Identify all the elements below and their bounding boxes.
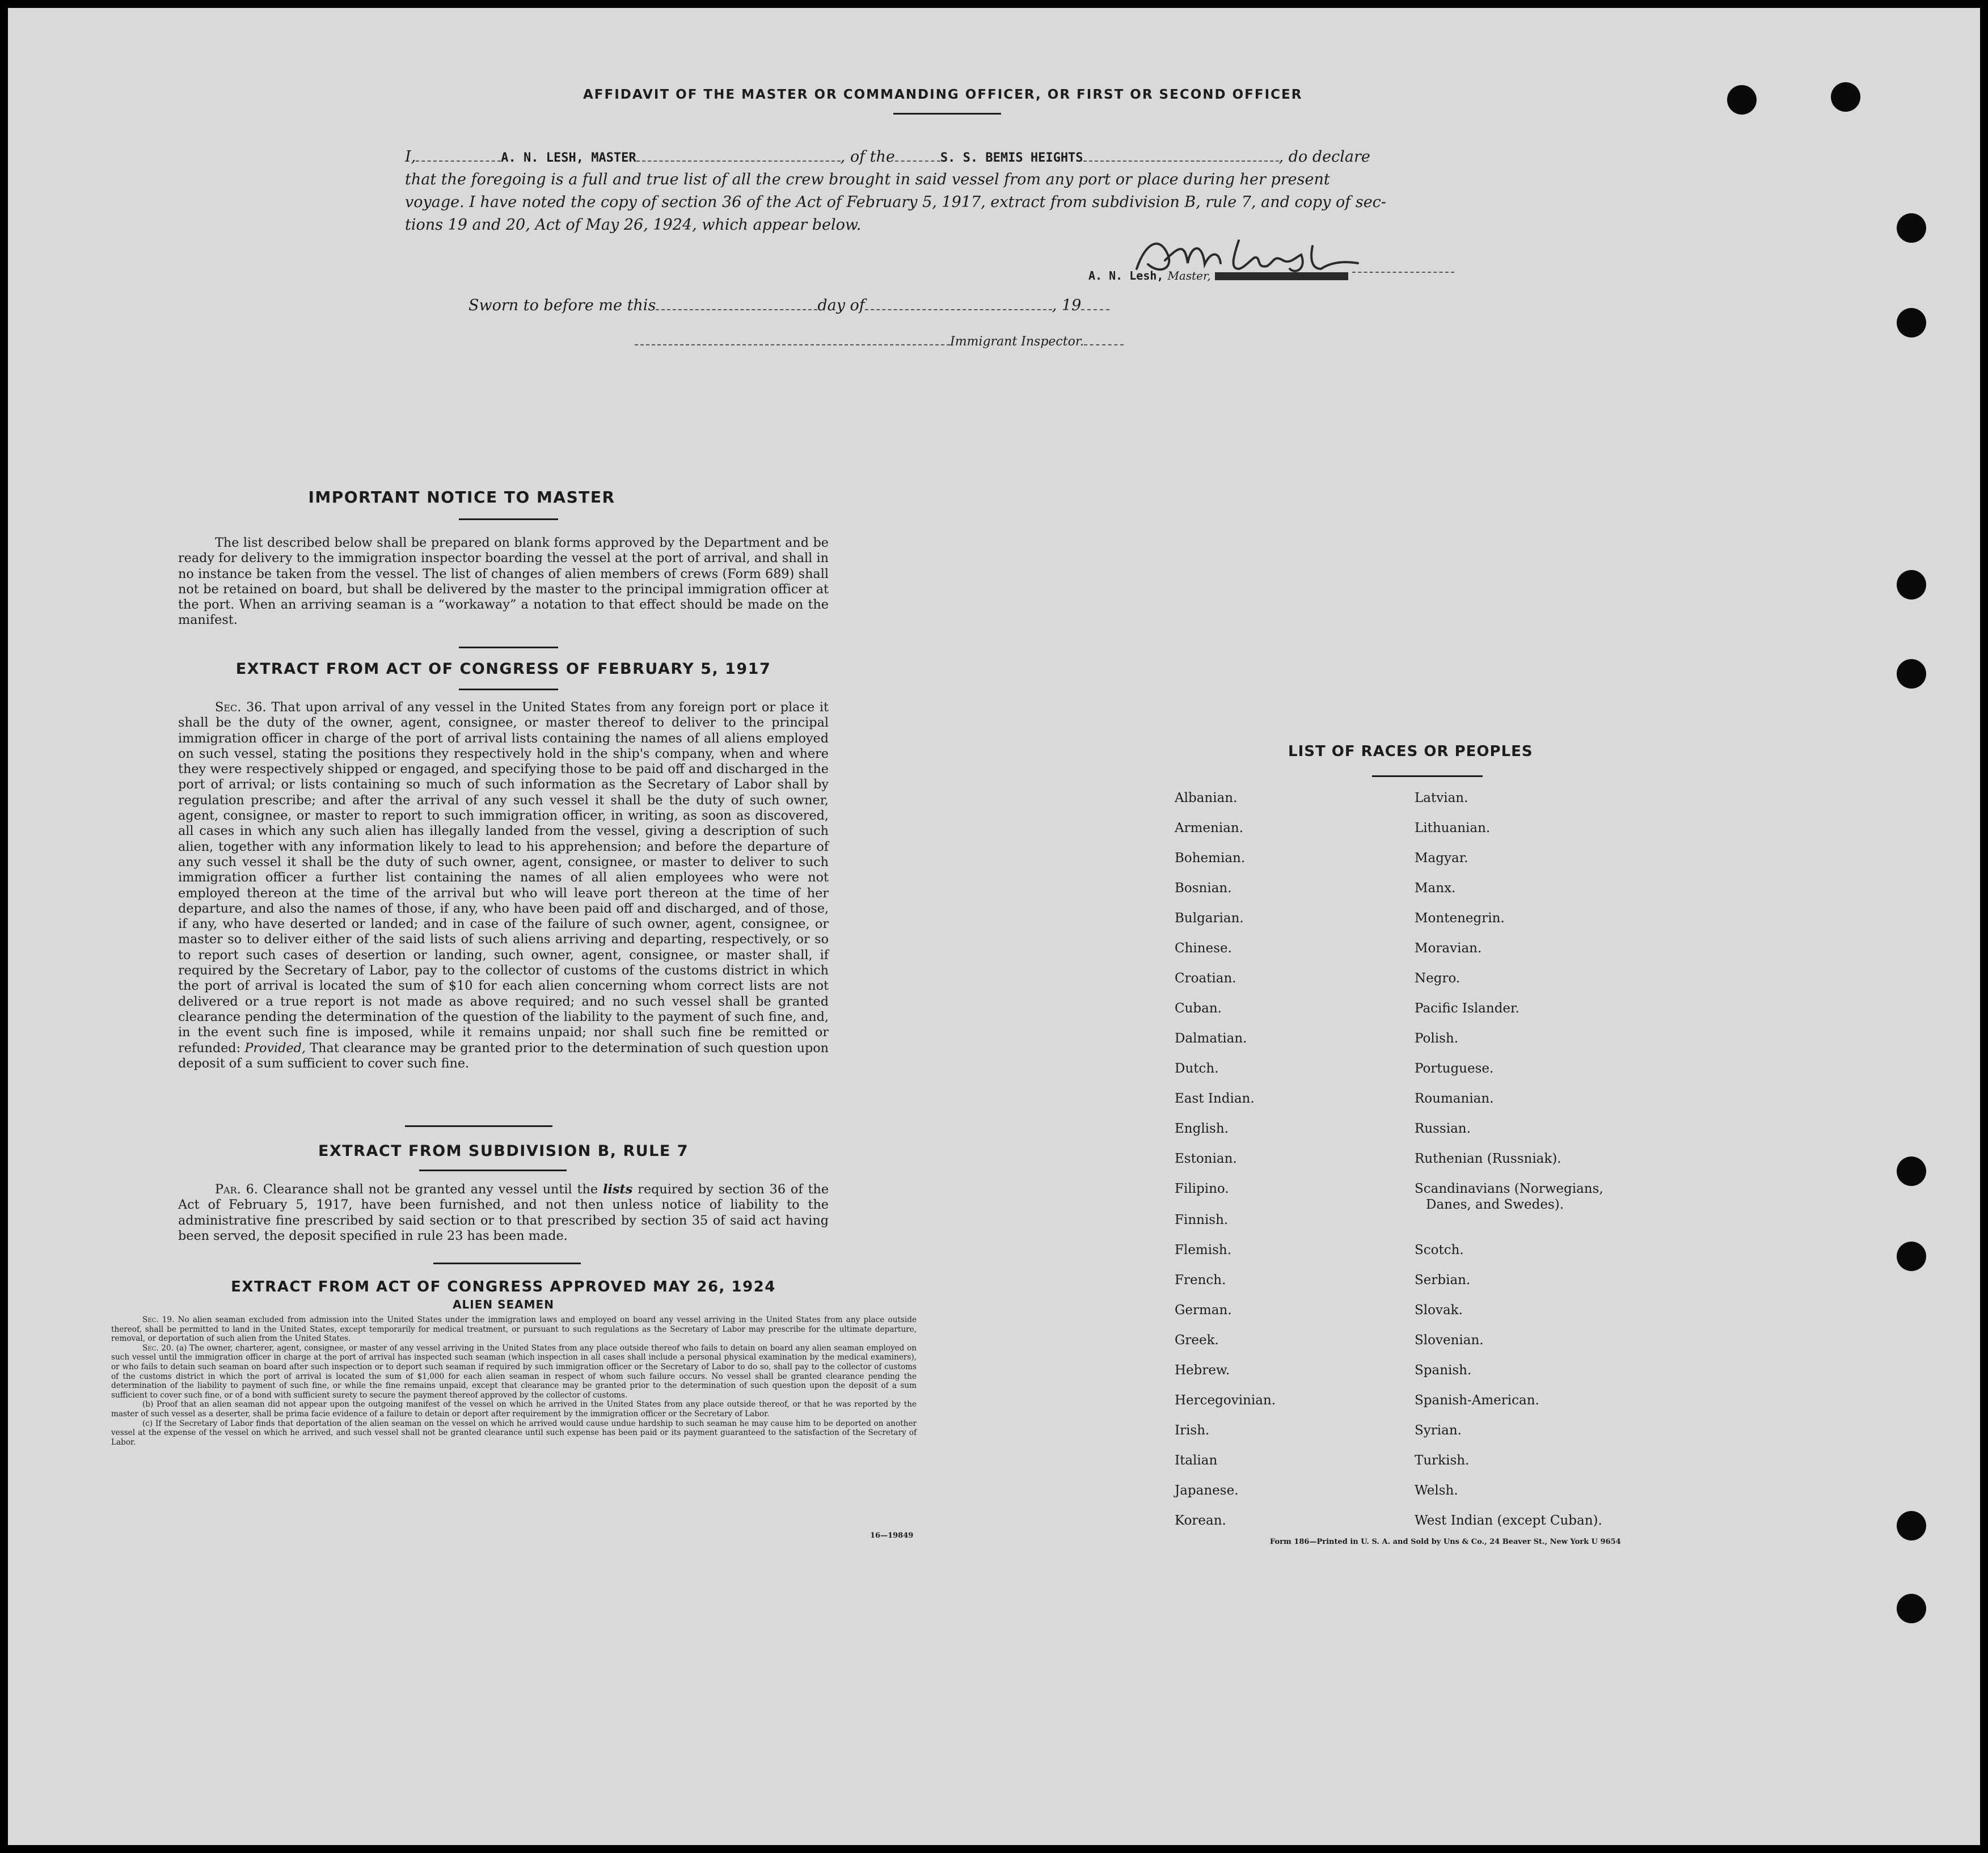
divider [433, 1263, 581, 1264]
signature-block [1088, 269, 1348, 283]
race-item: Turkish. [1415, 1453, 1470, 1468]
punch-hole-icon [1897, 659, 1926, 689]
race-item: Spanish. [1415, 1363, 1472, 1378]
divider [459, 518, 558, 520]
punch-hole-icon [1897, 1511, 1926, 1540]
sworn-line [468, 294, 1109, 317]
race-item: Croatian. [1175, 971, 1236, 986]
paragraph-text: required by section 36 of the Act of February 5, 1917, have been furnished, and not then unless notice of liability to the administrative fine prescribed by said section or to that prescribed by section 35 of said act having been served, the deposit specified in rule 23 has been made. [178, 1182, 829, 1243]
race-item: English. [1175, 1121, 1229, 1136]
section-20c: (c) If the Secretary of Labor finds that deportation of the alien seaman on the vessel on which he arrived would cause undue hardship to such seaman he may cause him to be deported on another vessel at the expense of the vessel on which he arrived, and such vessel shall not be granted clearance until such expense has been paid or its payment guaranteed to the satisfaction of the Secretary of Labor. [111, 1419, 917, 1447]
do-declare-label: , do declare [1278, 148, 1370, 166]
race-item: Hebrew. [1175, 1363, 1230, 1378]
race-item: Irish. [1175, 1423, 1210, 1438]
emphasis-text: lists [603, 1182, 633, 1197]
inspector-line [635, 335, 1124, 349]
race-item: German. [1175, 1303, 1232, 1318]
punch-hole-icon [1897, 1156, 1926, 1186]
form-page [8, 8, 1980, 1845]
paragraph-text: Clearance shall not be granted any vessel until the [263, 1182, 598, 1197]
signature-title: Master, [1167, 269, 1211, 282]
race-item: Lithuanian. [1415, 821, 1491, 835]
race-item: Manx. [1415, 881, 1456, 896]
sworn-prefix: Sworn to before me this [468, 297, 656, 314]
divider [419, 1170, 567, 1171]
affidavit-line-3: voyage. I have noted the copy of section 36 of the Act of February 5, 1917, extract from subdivision B, rule 7, and copy of sec- [405, 193, 1386, 211]
of-the-label: , of the [840, 148, 895, 166]
affidavit-line-2: that the foregoing is a full and true list of all the crew brought in said vessel from any port or place during her present [405, 171, 1330, 188]
section-text: No alien seaman excluded from admission into the United States under the immigration laws and employed on board any vessel arriving in the United States from any place outside thereof, shall be permitted to land in the United States, except temporarily for medical treatment, or pursuant to such regulations as the Secretary of Labor may prescribe for the ultimate departure, removal, or deportation of such alien from the United States. [111, 1315, 917, 1344]
race-item: Finnish. [1175, 1213, 1229, 1227]
punch-hole-icon [1897, 1242, 1926, 1271]
race-item: Syrian. [1415, 1423, 1462, 1438]
race-item: Montenegrin. [1415, 911, 1505, 926]
divider [459, 689, 558, 690]
race-item: Flemish. [1175, 1243, 1232, 1257]
proviso-text: That clearance may be granted prior to the determination of such question upon deposit of a sum sufficient to cover such fine. [178, 1040, 829, 1071]
punch-hole-icon [1727, 85, 1757, 115]
sworn-year-label: , 19 [1052, 297, 1082, 314]
punch-hole-icon [1897, 570, 1926, 600]
section-label: Sec. 36. [215, 700, 267, 715]
section-label: Sec. 19. [142, 1315, 175, 1324]
notice-body: The list described below shall be prepared on blank forms approved by the Department and be ready for delivery to the immigration inspector boarding the vessel at the port of arrival, and shall in no instance be taken from the vessel. The list of changes of alien members of crews (Form 689) shall not be retained on board, but shall be delivered by the master to the principal immigration officer at the port. When an arriving seaman is a “workaway” a notation to that effect should be made on the manifest. [178, 535, 829, 628]
divider [1372, 775, 1483, 777]
signature-name: A. N. Lesh, [1088, 269, 1164, 282]
vessel-name: S. S. BEMIS HEIGHTS [940, 151, 1083, 165]
form-code: 16—19849 [870, 1531, 914, 1540]
race-item: Moravian. [1415, 941, 1482, 956]
race-item: Negro. [1415, 971, 1461, 986]
extract-1924-body [111, 1315, 917, 1447]
proviso-label: Provided, [244, 1040, 306, 1056]
race-item: Cuban. [1175, 1001, 1222, 1016]
divider [459, 647, 558, 648]
signature-line [1352, 272, 1454, 273]
declarant-name: A. N. LESH, MASTER [501, 151, 636, 165]
section-label: Sec. 20. [142, 1343, 174, 1353]
divider [405, 1125, 552, 1127]
paragraph-label: Par. 6. [215, 1182, 258, 1197]
race-item: West Indian (except Cuban). [1415, 1513, 1602, 1528]
race-item: Bulgarian. [1175, 911, 1244, 926]
race-item: Ruthenian (Russniak). [1415, 1151, 1561, 1166]
race-item: Slovenian. [1415, 1333, 1484, 1348]
race-item: Latvian. [1415, 791, 1468, 805]
declarant-prefix: I, [405, 148, 416, 166]
race-item: Pacific Islander. [1415, 1001, 1520, 1016]
sworn-day-label: day of [817, 297, 865, 314]
extract-1924-title: EXTRACT FROM ACT OF CONGRESS APPROVED MAY 26, 1924 [231, 1278, 776, 1295]
race-item: Portuguese. [1415, 1061, 1494, 1076]
race-item: Russian. [1415, 1121, 1471, 1136]
race-item: Korean. [1175, 1513, 1226, 1528]
race-item: Albanian. [1175, 791, 1238, 805]
race-item: Roumanian. [1415, 1091, 1494, 1106]
extract-1924-subtitle: ALIEN SEAMEN [453, 1298, 554, 1311]
race-item: Bohemian. [1175, 851, 1246, 866]
race-item: Hercegovinian. [1175, 1393, 1276, 1408]
race-item: Scandinavians (Norwegians, [1415, 1181, 1603, 1196]
punch-hole-icon [1897, 308, 1926, 337]
affidavit-title: AFFIDAVIT OF THE MASTER OR COMMANDING OFFICER, OR FIRST OR SECOND OFFICER [583, 87, 1303, 102]
inspector-label: Immigrant Inspector. [950, 335, 1084, 349]
section-text: That upon arrival of any vessel in the United States from any foreign port or place it shall be the duty of the owner, agent, consignee, or master thereof to deliver to the principal immigration officer in charge of the port of arrival lists containing the names of all aliens employed on such vessel, stating the positions they respectively hold in the ship's company, when and where they were respectively shipped or engaged, and specifying those to be paid off and discharged in the port of arrival; or lists containing so much of such information as the Secretary of Labor shall by regulation prescribe; and after the arrival of any such vessel it shall be the duty of such owner, agent, consignee, or master to report to such immigration officer, in writing, as soon as discovered, all cases in which any such alien has illegally landed from the vessel, giving a description of such alien, together with any information likely to lead to his apprehension; and before the departure of any such vessel it shall be the duty of such owner, agent, consignee, or master to deliver to such immigration officer a further list containing the names of all alien employees who were not employed thereon at the time of the arrival but who will leave port thereon at the time of her departure, and also the names of those, if any, who have been paid off and discharged, and of those, if any, who have deserted or landed; and in case of the failure of such owner, agent, consignee, or master so to deliver either of the said lists of such aliens arriving and departing, respectively, or so to report such cases of desertion or landing, such owner, agent, consignee, or master shall, if required by the Secretary of Labor, pay to the collector of customs of the customs district in which the port of arrival is located the sum of $10 for each alien concerning whom correct lists are not delivered or a true report is not made as above required; and no such vessel shall be granted clearance pending the determination of the question of the liability to the payment of such fine, and, in the event such fine is imposed, while it remains unpaid; nor shall such fine be remitted or refunded: [178, 700, 829, 1056]
race-item: Scotch. [1415, 1243, 1464, 1257]
race-item: Bosnian. [1175, 881, 1232, 896]
affidavit-line-1 [405, 146, 1370, 170]
race-item: Magyar. [1415, 851, 1468, 866]
race-item: Serbian. [1415, 1273, 1471, 1288]
struck-out-text [1215, 272, 1348, 280]
race-item: Welsh. [1415, 1483, 1458, 1498]
section-20a [111, 1344, 917, 1400]
race-item: Estonian. [1175, 1151, 1237, 1166]
section-20b: (b) Proof that an alien seaman did not appear upon the outgoing manifest of the vessel on which he arrived in the United States from any place outside thereof, or that he was reported by the master of such vessel as a deserter, shall be prima facie evidence of a failure to detain or deport after requirement by the immigration officer or the Secretary of Labor. [111, 1400, 917, 1419]
section-text: (a) The owner, charterer, agent, consignee, or master of any vessel arriving in the United States from any place outside thereof who fails to detain on board any alien seaman employed on such vessel until the immigration officer in charge at the port of arrival has inspected such seaman (which inspection in all cases shall include a personal physical examination by the medical examiners), or who fails to detain such seaman on board after such inspection or to deport such seaman if required by such immigration officer or the Secretary of Labor to do so, shall pay to the collector of customs of the customs district in which the port of arrival is located the sum of $1,000 for each alien seaman in respect of whom such failure occurs. No vessel shall be granted clearance pending the determination of the liability to payment of such fine, or while the fine remains unpaid, except that clearance may be granted prior to the determination of such question upon the deposit of a sum sufficient to cover such fine, or of a bond with sufficient surety to secure the payment thereof approved by the collector of customs. [111, 1343, 917, 1400]
race-item-continuation: Danes, and Swedes). [1426, 1197, 1564, 1212]
races-title: LIST OF RACES OR PEOPLES [1288, 743, 1533, 760]
notice-title: IMPORTANT NOTICE TO MASTER [308, 488, 615, 506]
section-19 [111, 1315, 917, 1344]
race-item: Japanese. [1175, 1483, 1239, 1498]
form-printer-note: Form 186—Printed in U. S. A. and Sold by Uns & Co., 24 Beaver St., New York U 9654 [1270, 1538, 1621, 1546]
punch-hole-icon [1897, 213, 1926, 243]
extract-rule7-title: EXTRACT FROM SUBDIVISION B, RULE 7 [318, 1142, 689, 1160]
race-item: Armenian. [1175, 821, 1244, 835]
extract-1917-body [178, 700, 829, 1071]
race-item: East Indian. [1175, 1091, 1255, 1106]
extract-rule7-body [178, 1182, 829, 1244]
affidavit-line-4: tions 19 and 20, Act of May 26, 1924, which appear below. [405, 216, 862, 234]
divider [893, 113, 1001, 115]
race-item: Italian [1175, 1453, 1218, 1468]
race-item: Dalmatian. [1175, 1031, 1247, 1046]
race-item: Dutch. [1175, 1061, 1219, 1076]
race-item: French. [1175, 1273, 1226, 1288]
race-item: Polish. [1415, 1031, 1459, 1046]
punch-hole-icon [1831, 82, 1860, 112]
race-item: Chinese. [1175, 941, 1232, 956]
punch-hole-icon [1897, 1594, 1926, 1623]
race-item: Greek. [1175, 1333, 1219, 1348]
extract-1917-title: EXTRACT FROM ACT OF CONGRESS OF FEBRUARY 5, 1917 [235, 660, 771, 678]
race-item: Slovak. [1415, 1303, 1463, 1318]
race-item: Filipino. [1175, 1181, 1229, 1196]
race-item: Spanish-American. [1415, 1393, 1539, 1408]
